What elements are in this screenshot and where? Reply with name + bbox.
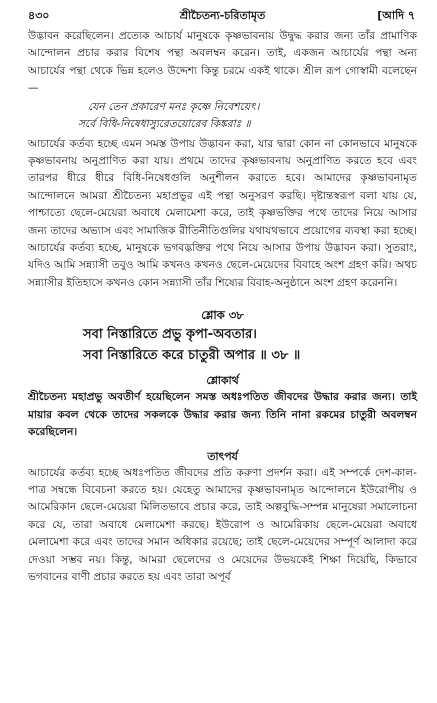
translation-text: শ্রীচৈতন্য মহাপ্রভু অবতীর্ণ হয়েছিলেন সমস্ত অধঃপতিত জীবদের উদ্ধার করার জন্য। তাই মায়ার কবল থেকে তাদের সকলকে উদ্ধার করার জন্য তিনি নানা রকমের চাতুরী অবলম্বন করেছিলেন।: [28, 391, 417, 439]
verse-line-1: যেন তেন প্রকারেণ মনঃ কৃষ্ণে নিবেশয়েৎ।: [88, 100, 260, 113]
page-header: [28, 4, 417, 24]
translation-heading: শ্লোকার্থ: [206, 374, 239, 388]
sloka-line-1: সবা নিস্তারিতে প্রভু কৃপা-অবতার।: [83, 327, 257, 343]
paragraph-acharya-duty: আচার্যের কর্তব্য হচ্ছে এমন সমস্ত উপায় উদ্ভাবন করা, যার দ্বারা কোন না কোনভাবে মানুষকে কৃষ্ণভাবনায় অনুপ্রাণিত করা যায়। প্রথমে তাদের কৃষ্ণভাবনায় অনুপ্রাণিত করতে হবে এবং তারপর ধীরে ধীরে বিধি-নিষেধগুলি অনুশীলন করাতে হবে। আমাদের কৃষ্ণভাবনামৃত আন্দোলনে আমরা শ্রীচৈতন্য মহাপ্রভুর এই পন্থা অনুসরণ করছি। দৃষ্টান্তস্বরূপ বলা যায় যে, পাশ্চাত্যে ছেলে-মেয়েরা অবাধে মেলামেশা করে, তাই কৃষ্ণভক্তির পথে তাদের নিয়ে আসার জন্য তাদের অভ্যাস এবং সামাজিক রীতিনীতিগুলির যথাযথভাবে প্রয়োগের ব্যবস্থা করা হচ্ছে। আচার্যের কর্তব্য হচ্ছে, মানুষকে ভগবদ্ভক্তির পথে নিয়ে আসার উপায় উদ্ভাবন করা। সুতরাং, যদিও আমি সন্ন্যাসী তবুও আমি কখনও কখনও ছেলে-মেয়েদের বিবাহে অংশ গ্রহণ করি। অথচ সন্ন্যাসীর ইতিহাসে কখনও কোন সন্ন্যাসী তাঁর শিষ্যের বিবাহ-অনুষ্ঠানে অংশ গ্রহণ করেননি।: [28, 137, 417, 289]
chapter-label: [আদি ৭: [377, 9, 415, 22]
running-title: শ্রীচৈতন্য-চরিতামৃত: [179, 9, 266, 22]
purport-heading: তাৎপর্য: [207, 449, 238, 463]
page-content: [28, 28, 417, 586]
paragraph-intro: উদ্ভাবন করেছিলেন। প্রত্যেক আচার্য মানুষকে কৃষ্ণভাবনায় উদ্বুদ্ধ করার জন্য তাঁর প্রামাণিক আন্দোলন প্রচার করার বিশেষ পন্থা অবলম্বন করেন। তাই, একজন আচার্যের পন্থা অন্য আচার্যের পন্থা থেকে ভিন্ন হলেও উদ্দেশ্য কিন্তু চরমে একই থাকে। শ্রীল রূপ গোস্বামী বলেছেন—: [28, 30, 417, 95]
quoted-verse: [28, 99, 417, 133]
sloka-number: শ্লোক ৩৮: [201, 308, 244, 323]
purport-text: আচার্যের কর্তব্য হচ্ছে অধঃপতিত জীবদের প্রতি করুণা প্রদর্শন করা। এই সম্পর্কে দেশ-কাল-পাত্র সম্বন্ধে বিবেচনা করতে হয়। যেহেতু আমাদের কৃষ্ণভাবনামৃত আন্দোলনে ইউরোপীয় ও আমেরিকান ছেলে-মেয়েরা মিলিতভাবে প্রচার করে, তাই অল্পবুদ্ধি-সম্পন্ন মানুষেরা সমালোচনা করে যে, তারা অবাধে মেলামেশা করছে। ইউরোপ ও আমেরিকায় ছেলে-মেয়েরা অবাধে মেলামেশা করে এবং তাদের সমান অধিকার রয়েছে; তাই ছেলে-মেয়েদের সম্পূর্ণ আলাদা করে দেওয়া সম্ভব নয়। কিন্তু, আমরা ছেলেদের ও মেয়েদের উভয়কেই শিক্ষা দিয়েছি, কিভাবে ভগবানের বাণী প্রচার করতে হয় এবং তারা অপূর্ব: [28, 466, 417, 583]
sloka-text: [28, 324, 417, 366]
sloka-line-2: সবা নিস্তারিতে করে চাতুরী অপার ॥ ৩৮ ॥: [83, 348, 301, 364]
verse-line-2: সর্বে বিধি-নিষেধাস্যুরেতয়োরেব কিঙ্করাঃ ॥: [78, 117, 251, 130]
page-number: ৪৩০: [28, 9, 50, 22]
